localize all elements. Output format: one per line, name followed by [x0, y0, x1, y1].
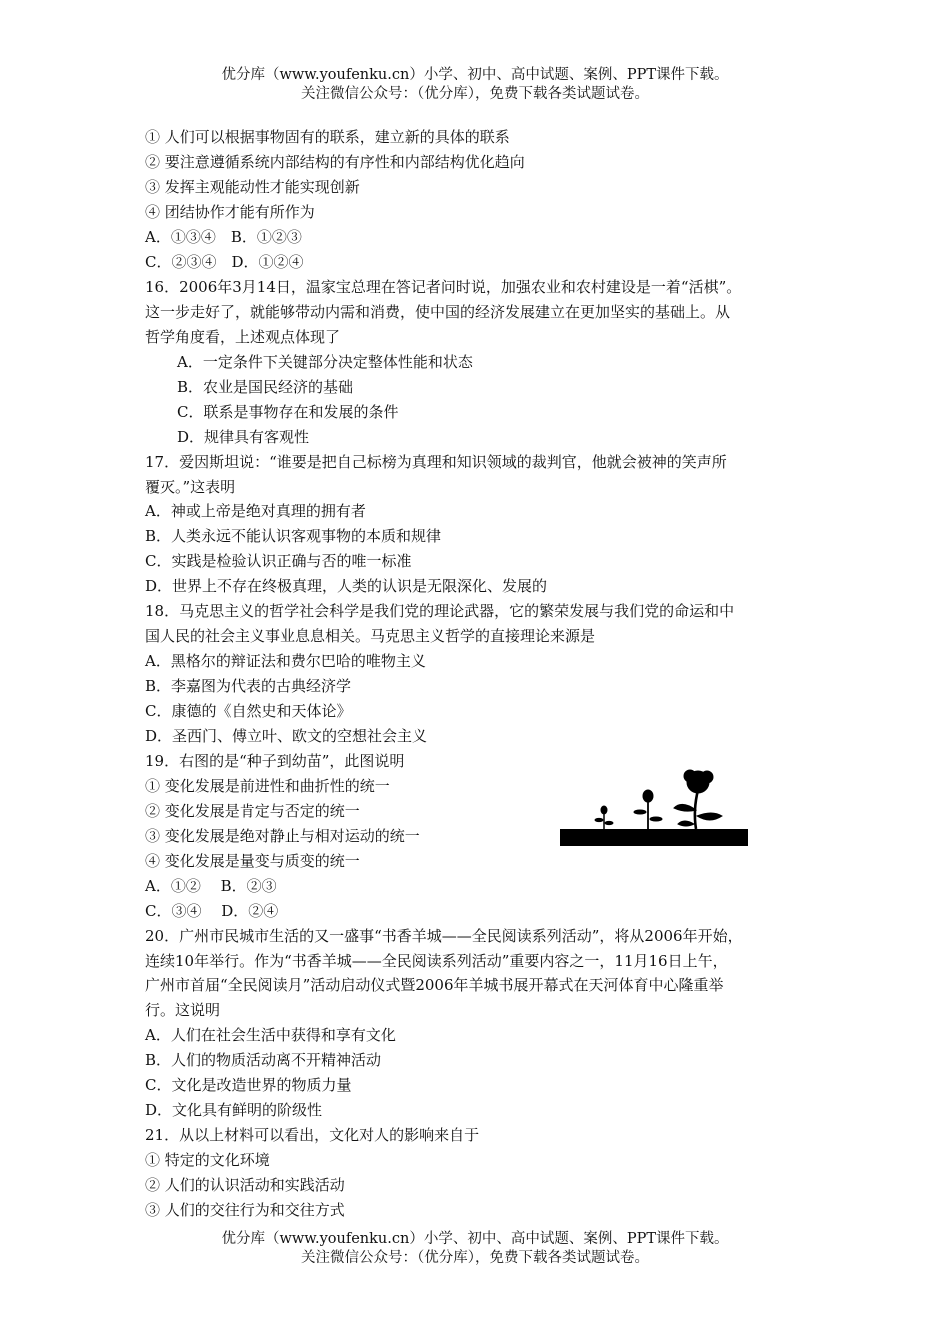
seedling-medium-icon	[634, 790, 662, 829]
header-line-2: 关注微信公众号：（优分库），免费下载各类试题试卷。	[301, 86, 649, 102]
question-16-choice-d: D．规律具有客观性	[177, 428, 310, 446]
footer-line-2: 关注微信公众号：（优分库），免费下载各类试题试卷。	[301, 1250, 649, 1266]
question-20-choice-d: D．文化具有鲜明的阶级性	[145, 1101, 323, 1119]
question-18-choice-c: C．康德的《自然史和天体论》	[145, 702, 352, 720]
question-18-choice-d: D．圣西门、傅立叶、欧文的空想社会主义	[145, 727, 428, 745]
question-16-choice-b: B．农业是国民经济的基础	[177, 378, 354, 396]
header-line-1: 优分库（www.youfenku.cn）小学、初中、高中试题、案例、PPT课件下载。	[221, 67, 729, 83]
answer-line: A．①③④ B．①②③	[145, 228, 302, 246]
question-16-text: 16．2006年3月14日，温家宝总理在答记者问时说，加强农业和农村建设是一着“活棋”。	[145, 278, 742, 296]
question-19-option: ③ 变化发展是绝对静止与相对运动的统一	[145, 827, 420, 845]
question-19-option: ④ 变化发展是量变与质变的统一	[145, 852, 360, 870]
question-16-choice-a: A．一定条件下关键部分决定整体性能和状态	[177, 353, 473, 371]
question-19-option: ① 变化发展是前进性和曲折性的统一	[145, 777, 390, 795]
ground-strip	[560, 829, 748, 846]
question-20-choice-c: C．文化是改造世界的物质力量	[145, 1076, 352, 1094]
question-17-choice-b: B．人类永远不能认识客观事物的本质和规律	[145, 527, 442, 545]
seed-to-seedling-figure	[560, 768, 748, 846]
option-line: ④ 团结协作才能有所作为	[145, 203, 315, 221]
question-17-text: 覆灭。”这表明	[145, 478, 236, 496]
seedling-small-icon	[595, 806, 613, 829]
question-19-option: ② 变化发展是肯定与否定的统一	[145, 802, 360, 820]
answer-line: C．②③④ D．①②④	[145, 253, 304, 271]
option-line: ① 人们可以根据事物固有的联系，建立新的具体的联系	[145, 128, 510, 146]
question-21-option: ② 人们的认识活动和实践活动	[145, 1176, 345, 1194]
grown-flower-icon	[674, 770, 722, 829]
question-20-text: 20．广州市民城市生活的又一盛事“书香羊城——全民阅读系列活动”，将从2006年开始，	[145, 927, 743, 945]
question-21-option: ③ 人们的交往行为和交往方式	[145, 1201, 345, 1219]
question-20-choice-b: B．人们的物质活动离不开精神活动	[145, 1051, 382, 1069]
question-21-text: 21．从以上材料可以看出，文化对人的影响来自于	[145, 1126, 480, 1144]
question-16-text: 这一步走好了，就能够带动内需和消费，使中国的经济发展建立在更加坚实的基础上。从	[145, 303, 731, 321]
question-17-choice-a: A．神或上帝是绝对真理的拥有者	[145, 502, 366, 520]
question-16-text: 哲学角度看，上述观点体现了	[145, 328, 341, 346]
question-18-text: 国人民的社会主义事业息息相关。马克思主义哲学的直接理论来源是	[145, 627, 596, 645]
question-18-choice-b: B．李嘉图为代表的古典经济学	[145, 677, 352, 695]
question-18-choice-a: A．黑格尔的辩证法和费尔巴哈的唯物主义	[145, 652, 426, 670]
question-19-text: 19．右图的是“种子到幼苗”，此图说明	[145, 752, 405, 770]
question-17-choice-c: C．实践是检验认识正确与否的唯一标准	[145, 552, 412, 570]
question-17-text: 17．爱因斯坦说：“谁要是把自己标榜为真理和知识领域的裁判官，他就会被神的笑声所	[145, 453, 727, 471]
question-18-text: 18．马克思主义的哲学社会科学是我们党的理论武器，它的繁荣发展与我们党的命运和中	[145, 602, 735, 620]
question-16-choice-c: C．联系是事物存在和发展的条件	[177, 403, 399, 421]
option-line: ③ 发挥主观能动性才能实现创新	[145, 178, 360, 196]
question-19-answer: C．③④ D．②④	[145, 902, 279, 920]
question-20-choice-a: A．人们在社会生活中获得和享有文化	[145, 1026, 396, 1044]
option-line: ② 要注意遵循系统内部结构的有序性和内部结构优化趋向	[145, 153, 525, 171]
question-17-choice-d: D．世界上不存在终极真理，人类的认识是无限深化、发展的	[145, 577, 548, 595]
question-21-option: ① 特定的文化环境	[145, 1151, 270, 1169]
question-20-text: 广州市首届“全民阅读月”活动启动仪式暨2006年羊城书展开幕式在天河体育中心隆重举	[145, 976, 724, 994]
question-20-text: 行。这说明	[145, 1001, 221, 1019]
question-20-text: 连续10年举行。作为“书香羊城——全民阅读系列活动”重要内容之一，11月16日上午，	[145, 952, 728, 970]
footer-line-1: 优分库（www.youfenku.cn）小学、初中、高中试题、案例、PPT课件下载。	[221, 1231, 729, 1247]
question-19-answer: A．①② B．②③	[145, 877, 277, 895]
